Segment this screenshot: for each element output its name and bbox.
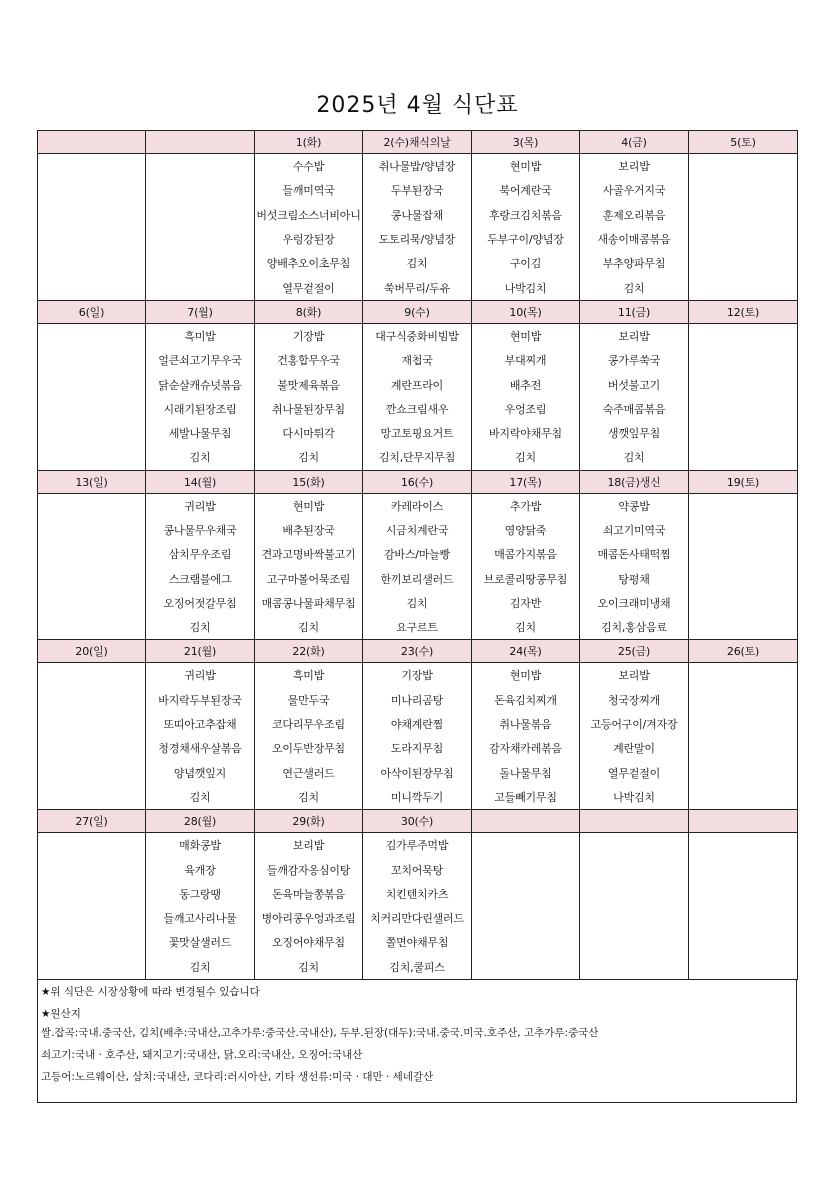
menu-row [38, 348, 798, 372]
menu-item-cell: 한끼보리샐러드 [363, 566, 472, 590]
week-header-row [38, 470, 798, 493]
menu-item-cell [689, 178, 798, 202]
menu-item-cell: 세발나물무침 [146, 421, 255, 445]
menu-item-cell [38, 906, 146, 930]
menu-item-cell: 김치 [580, 445, 689, 470]
menu-row [38, 857, 798, 881]
menu-item-cell: 기장밥 [255, 323, 363, 348]
day-header-cell: 8(화) [255, 300, 363, 323]
menu-item-cell: 돌나물무침 [472, 761, 580, 785]
menu-item-cell: 김치 [472, 445, 580, 470]
menu-item-cell: 아삭이된장무침 [363, 761, 472, 785]
menu-item-cell: 병아리콩우엉과조림 [255, 906, 363, 930]
menu-item-cell: 보리밥 [580, 154, 689, 179]
menu-item-cell: 북어계란국 [472, 178, 580, 202]
menu-item-cell: 청경채새우살볶음 [146, 736, 255, 760]
menu-item-cell: 김자반 [472, 591, 580, 615]
menu-item-cell: 김치,단무지무침 [363, 445, 472, 470]
menu-item-cell [38, 348, 146, 372]
menu-item-cell: 도토리묵/양념장 [363, 227, 472, 251]
menu-row [38, 493, 798, 518]
menu-row [38, 761, 798, 785]
menu-item-cell [146, 227, 255, 251]
menu-row [38, 591, 798, 615]
menu-item-cell [689, 688, 798, 712]
menu-item-cell: 훈제오리볶음 [580, 203, 689, 227]
menu-item-cell [580, 955, 689, 980]
day-header-cell: 29(화) [255, 810, 363, 833]
menu-item-cell [689, 833, 798, 858]
menu-item-cell [472, 930, 580, 954]
menu-item-cell: 들깨고사리나물 [146, 906, 255, 930]
page-title: 2025년 4월 식단표 [316, 93, 519, 118]
menu-item-cell [689, 736, 798, 760]
meal-plan-table [37, 130, 798, 980]
menu-item-cell: 다시마튀각 [255, 421, 363, 445]
menu-item-cell: 현미밥 [472, 154, 580, 179]
menu-item-cell [38, 736, 146, 760]
menu-item-cell: 또띠아고추잡채 [146, 712, 255, 736]
menu-row [38, 882, 798, 906]
menu-item-cell [689, 712, 798, 736]
menu-row [38, 178, 798, 202]
menu-item-cell [580, 857, 689, 881]
menu-item-cell: 사골우거지국 [580, 178, 689, 202]
menu-item-cell: 미니깍두기 [363, 785, 472, 810]
menu-item-cell: 취나물된장무침 [255, 397, 363, 421]
menu-item-cell: 물만두국 [255, 688, 363, 712]
menu-item-cell [689, 203, 798, 227]
day-header-cell: 14(월) [146, 470, 255, 493]
menu-row [38, 615, 798, 640]
menu-item-cell [580, 882, 689, 906]
menu-item-cell: 재첩국 [363, 348, 472, 372]
menu-item-cell: 김치 [472, 615, 580, 640]
menu-row [38, 203, 798, 227]
menu-item-cell: 오이크래미냉채 [580, 591, 689, 615]
menu-item-cell [689, 615, 798, 640]
menu-item-cell: 연근샐러드 [255, 761, 363, 785]
day-header-cell: 13(일) [38, 470, 146, 493]
menu-item-cell [38, 785, 146, 810]
day-header-cell: 30(수) [363, 810, 472, 833]
menu-item-cell: 견과고명바싹불고기 [255, 542, 363, 566]
menu-item-cell [689, 906, 798, 930]
menu-item-cell [38, 615, 146, 640]
menu-item-cell [689, 518, 798, 542]
menu-item-cell: 나박김치 [580, 785, 689, 810]
day-header-cell [38, 131, 146, 154]
menu-item-cell: 고구마볼어묵조림 [255, 566, 363, 590]
menu-item-cell [146, 178, 255, 202]
menu-row [38, 542, 798, 566]
origin-line: 쇠고기:국내 · 호주산, 돼지고기:국내산, 닭.오리:국내산, 오징어:국내산 [41, 1049, 363, 1061]
day-header-cell: 6(일) [38, 300, 146, 323]
day-header-cell: 5(토) [689, 131, 798, 154]
day-header-cell [472, 810, 580, 833]
menu-item-cell: 김치 [255, 785, 363, 810]
menu-row [38, 227, 798, 251]
menu-item-cell [689, 882, 798, 906]
menu-item-cell [38, 518, 146, 542]
day-header-cell: 23(수) [363, 640, 472, 663]
menu-item-cell: 스크램블에그 [146, 566, 255, 590]
menu-item-cell: 망고토핑요거트 [363, 421, 472, 445]
origin-line: 고등어:노르웨이산, 삼치:국내산, 코다리:러시아산, 기타 생선류:미국 · 대만 · 세네갈산 [41, 1071, 434, 1083]
menu-item-cell: 열무겉절이 [255, 275, 363, 300]
menu-row [38, 251, 798, 275]
menu-item-cell: 코다리무우조림 [255, 712, 363, 736]
menu-item-cell [689, 785, 798, 810]
menu-item-cell: 꽃맛살샐러드 [146, 930, 255, 954]
menu-item-cell [689, 591, 798, 615]
menu-item-cell: 고들빼기무침 [472, 785, 580, 810]
menu-item-cell: 콩나물잡채 [363, 203, 472, 227]
menu-item-cell [38, 275, 146, 300]
day-header-cell: 4(금) [580, 131, 689, 154]
menu-item-cell: 우엉조림 [472, 397, 580, 421]
menu-item-cell [38, 761, 146, 785]
menu-row [38, 372, 798, 396]
menu-item-cell: 우렁강된장 [255, 227, 363, 251]
day-header-cell: 20(일) [38, 640, 146, 663]
menu-item-cell: 부추양파무침 [580, 251, 689, 275]
day-header-cell: 27(일) [38, 810, 146, 833]
menu-item-cell [38, 882, 146, 906]
menu-item-cell [146, 275, 255, 300]
menu-item-cell: 새송이매콤볶음 [580, 227, 689, 251]
menu-row [38, 421, 798, 445]
menu-item-cell: 감자채카레볶음 [472, 736, 580, 760]
menu-item-cell: 나박김치 [472, 275, 580, 300]
menu-item-cell: 김치,홍삼음료 [580, 615, 689, 640]
menu-item-cell: 꼬치어묵탕 [363, 857, 472, 881]
menu-item-cell [38, 542, 146, 566]
menu-item-cell [38, 227, 146, 251]
menu-item-cell: 매콤가지볶음 [472, 542, 580, 566]
menu-item-cell [689, 955, 798, 980]
menu-item-cell: 보리밥 [580, 663, 689, 688]
week-header-row [38, 300, 798, 323]
menu-item-cell: 깐쇼크림새우 [363, 397, 472, 421]
menu-item-cell [38, 833, 146, 858]
menu-row [38, 906, 798, 930]
menu-item-cell [38, 663, 146, 688]
menu-item-cell [689, 154, 798, 179]
menu-item-cell: 콩나물무우채국 [146, 518, 255, 542]
menu-item-cell: 카레라이스 [363, 493, 472, 518]
menu-item-cell [146, 203, 255, 227]
menu-item-cell: 도라지무침 [363, 736, 472, 760]
menu-item-cell: 시래기된장조림 [146, 397, 255, 421]
menu-item-cell [472, 833, 580, 858]
menu-item-cell: 육개장 [146, 857, 255, 881]
menu-item-cell: 계란말이 [580, 736, 689, 760]
menu-item-cell [689, 857, 798, 881]
menu-item-cell: 시금치계란국 [363, 518, 472, 542]
menu-item-cell: 배추된장국 [255, 518, 363, 542]
menu-item-cell [689, 397, 798, 421]
menu-item-cell [38, 445, 146, 470]
menu-item-cell: 돈육마늘쫑볶음 [255, 882, 363, 906]
menu-item-cell: 탕평채 [580, 566, 689, 590]
menu-item-cell: 취나물볶음 [472, 712, 580, 736]
menu-item-cell: 버섯불고기 [580, 372, 689, 396]
menu-item-cell [38, 154, 146, 179]
menu-item-cell [38, 930, 146, 954]
menu-item-cell: 치커리만다린샐러드 [363, 906, 472, 930]
menu-item-cell [689, 566, 798, 590]
menu-item-cell: 김치 [146, 615, 255, 640]
menu-row [38, 833, 798, 858]
menu-item-cell: 요구르트 [363, 615, 472, 640]
menu-item-cell: 열무겉절이 [580, 761, 689, 785]
menu-item-cell [580, 833, 689, 858]
menu-item-cell: 김가루주먹밥 [363, 833, 472, 858]
day-header-cell: 17(목) [472, 470, 580, 493]
menu-item-cell [689, 445, 798, 470]
menu-row [38, 566, 798, 590]
day-header-cell: 12(토) [689, 300, 798, 323]
menu-item-cell: 김치 [363, 251, 472, 275]
menu-item-cell: 흑미밥 [146, 323, 255, 348]
menu-item-cell: 오징어야채무침 [255, 930, 363, 954]
menu-row [38, 712, 798, 736]
menu-item-cell [580, 906, 689, 930]
menu-item-cell: 귀리밥 [146, 493, 255, 518]
menu-item-cell: 바지락야채무침 [472, 421, 580, 445]
menu-item-cell: 청국장찌개 [580, 688, 689, 712]
menu-item-cell: 콩가루쑥국 [580, 348, 689, 372]
menu-item-cell: 김치 [146, 785, 255, 810]
menu-item-cell: 김치,쿨피스 [363, 955, 472, 980]
menu-item-cell: 부대찌개 [472, 348, 580, 372]
menu-item-cell [472, 906, 580, 930]
menu-item-cell [580, 930, 689, 954]
menu-item-cell: 귀리밥 [146, 663, 255, 688]
menu-item-cell: 후랑크김치볶음 [472, 203, 580, 227]
menu-item-cell [38, 251, 146, 275]
menu-item-cell [38, 203, 146, 227]
menu-row [38, 275, 798, 300]
menu-item-cell [38, 421, 146, 445]
menu-item-cell [146, 154, 255, 179]
day-header-cell: 3(목) [472, 131, 580, 154]
menu-item-cell: 계란프라이 [363, 372, 472, 396]
week-header-row [38, 131, 798, 154]
menu-item-cell: 매화콩밥 [146, 833, 255, 858]
menu-item-cell: 김치 [146, 955, 255, 980]
menu-item-cell [38, 566, 146, 590]
menu-item-cell: 현미밥 [472, 663, 580, 688]
menu-item-cell [689, 275, 798, 300]
menu-item-cell: 양념깻잎지 [146, 761, 255, 785]
menu-item-cell: 김치 [363, 591, 472, 615]
origin-title: ★원산지 [41, 1008, 81, 1020]
menu-item-cell: 양배추오이초무침 [255, 251, 363, 275]
menu-row [38, 736, 798, 760]
menu-row [38, 688, 798, 712]
menu-item-cell: 건홍합무우국 [255, 348, 363, 372]
menu-item-cell [689, 930, 798, 954]
menu-item-cell: 불맛제육볶음 [255, 372, 363, 396]
menu-item-cell: 쫄면야채무침 [363, 930, 472, 954]
menu-row [38, 397, 798, 421]
menu-item-cell: 생깻잎무침 [580, 421, 689, 445]
menu-item-cell: 닭순살캐슈넛볶음 [146, 372, 255, 396]
day-header-cell: 11(금) [580, 300, 689, 323]
menu-row [38, 785, 798, 810]
day-header-cell [580, 810, 689, 833]
menu-item-cell: 대구식중화비빔밥 [363, 323, 472, 348]
menu-item-cell [689, 421, 798, 445]
menu-item-cell: 약콩밥 [580, 493, 689, 518]
menu-item-cell: 미나리곰탕 [363, 688, 472, 712]
day-header-cell: 26(토) [689, 640, 798, 663]
menu-item-cell [38, 397, 146, 421]
menu-item-cell: 얼큰쇠고기무우국 [146, 348, 255, 372]
menu-row [38, 154, 798, 179]
menu-item-cell: 두부된장국 [363, 178, 472, 202]
menu-item-cell: 쑥버무리/두유 [363, 275, 472, 300]
menu-item-cell [472, 882, 580, 906]
menu-item-cell: 배추전 [472, 372, 580, 396]
menu-item-cell: 김치 [580, 275, 689, 300]
menu-item-cell: 쇠고기미역국 [580, 518, 689, 542]
menu-item-cell [38, 178, 146, 202]
day-header-cell: 24(목) [472, 640, 580, 663]
menu-item-cell: 브로콜리땅콩무침 [472, 566, 580, 590]
menu-item-cell [689, 372, 798, 396]
menu-item-cell [38, 857, 146, 881]
menu-item-cell [38, 323, 146, 348]
day-header-cell: 7(월) [146, 300, 255, 323]
day-header-cell: 2(수)채식의날 [363, 131, 472, 154]
menu-item-cell [38, 688, 146, 712]
menu-item-cell: 현미밥 [472, 323, 580, 348]
menu-item-cell [689, 542, 798, 566]
menu-item-cell: 버섯크림소스너비아니 [255, 203, 363, 227]
change-notice: ★위 식단은 시장상황에 따라 변경될수 있습니다 [41, 986, 260, 998]
menu-item-cell: 삼치무우조림 [146, 542, 255, 566]
menu-item-cell [146, 251, 255, 275]
menu-row [38, 663, 798, 688]
menu-item-cell [689, 761, 798, 785]
menu-item-cell: 수수밥 [255, 154, 363, 179]
day-header-cell: 1(화) [255, 131, 363, 154]
menu-item-cell [38, 372, 146, 396]
menu-item-cell: 두부구이/양념장 [472, 227, 580, 251]
menu-item-cell [689, 323, 798, 348]
day-header-cell: 19(토) [689, 470, 798, 493]
menu-item-cell: 매콤콩나물파채무침 [255, 591, 363, 615]
menu-item-cell: 숙주매콤볶음 [580, 397, 689, 421]
menu-item-cell [689, 227, 798, 251]
day-header-cell [146, 131, 255, 154]
menu-row [38, 955, 798, 980]
day-header-cell: 18(금)생신 [580, 470, 689, 493]
menu-item-cell [38, 955, 146, 980]
menu-item-cell: 김치 [255, 615, 363, 640]
menu-item-cell [689, 251, 798, 275]
menu-row [38, 930, 798, 954]
menu-item-cell [689, 663, 798, 688]
menu-item-cell: 김치 [255, 955, 363, 980]
menu-item-cell: 야채계란찜 [363, 712, 472, 736]
week-header-row [38, 640, 798, 663]
day-header-cell: 21(월) [146, 640, 255, 663]
menu-item-cell: 구이김 [472, 251, 580, 275]
menu-item-cell: 매콤돈사태떡찜 [580, 542, 689, 566]
day-header-cell: 25(금) [580, 640, 689, 663]
menu-row [38, 445, 798, 470]
menu-item-cell [689, 493, 798, 518]
menu-item-cell: 취나물밥/양념장 [363, 154, 472, 179]
day-header-cell: 28(월) [146, 810, 255, 833]
menu-item-cell [38, 493, 146, 518]
menu-item-cell: 오이두반장무침 [255, 736, 363, 760]
menu-item-cell [38, 591, 146, 615]
week-header-row [38, 810, 798, 833]
menu-item-cell: 현미밥 [255, 493, 363, 518]
menu-item-cell: 추가밥 [472, 493, 580, 518]
menu-item-cell: 보리밥 [580, 323, 689, 348]
menu-item-cell: 고등어구이/겨자장 [580, 712, 689, 736]
menu-item-cell: 김치 [146, 445, 255, 470]
menu-row [38, 323, 798, 348]
menu-item-cell: 돈육김치찌개 [472, 688, 580, 712]
notes-box [37, 979, 797, 1103]
menu-item-cell [38, 712, 146, 736]
menu-item-cell: 들깨미역국 [255, 178, 363, 202]
menu-item-cell [689, 348, 798, 372]
menu-item-cell: 영양닭죽 [472, 518, 580, 542]
origin-line: 쌀.잡곡:국내.중국산, 김치(배추:국내산,고추가루:중국산.국내산), 두부.된장(대두):국내.중국.미국.호주산, 고추가루:중국산 [41, 1027, 599, 1039]
day-header-cell: 9(수) [363, 300, 472, 323]
menu-item-cell: 들깨감자옹심이탕 [255, 857, 363, 881]
menu-item-cell: 바지락두부된장국 [146, 688, 255, 712]
day-header-cell [689, 810, 798, 833]
menu-item-cell: 치킨텐치카츠 [363, 882, 472, 906]
menu-item-cell: 감바스/마늘빵 [363, 542, 472, 566]
menu-row [38, 518, 798, 542]
day-header-cell: 15(화) [255, 470, 363, 493]
day-header-cell: 22(화) [255, 640, 363, 663]
menu-item-cell [472, 955, 580, 980]
menu-item-cell: 동그랑땡 [146, 882, 255, 906]
day-header-cell: 10(목) [472, 300, 580, 323]
day-header-cell: 16(수) [363, 470, 472, 493]
menu-item-cell: 보리밥 [255, 833, 363, 858]
menu-item-cell: 기장밥 [363, 663, 472, 688]
menu-item-cell: 흑미밥 [255, 663, 363, 688]
menu-item-cell [472, 857, 580, 881]
menu-item-cell: 김치 [255, 445, 363, 470]
menu-item-cell: 오징어젓갈무침 [146, 591, 255, 615]
